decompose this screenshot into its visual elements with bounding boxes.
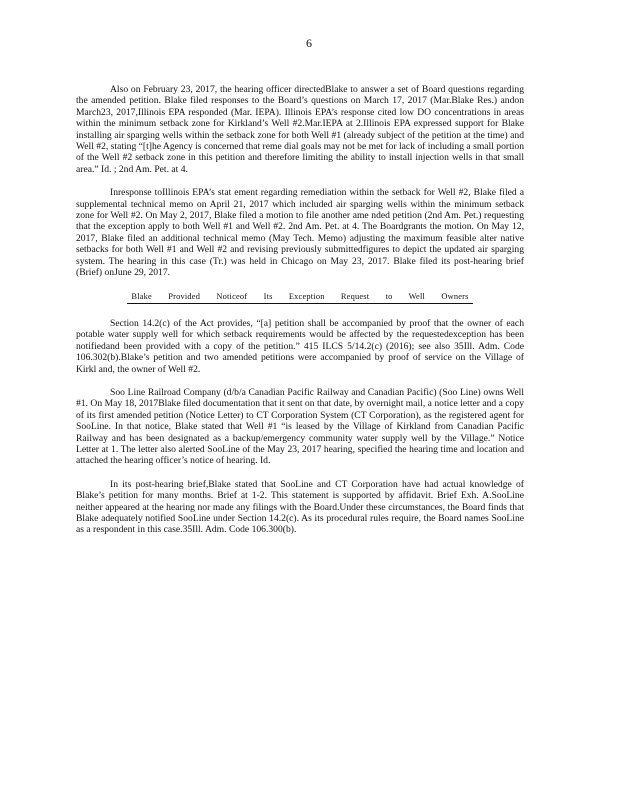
document-body bbox=[76, 84, 524, 548]
section-heading-text: Blake Provided Noticeof Its Exception Request to Well Owners bbox=[127, 291, 472, 304]
page-number: 6 bbox=[306, 36, 312, 50]
paragraph-supplemental-memo: Inresponse toIllinois EPA’s stat ement regarding remediation within the setback for Well #2, Blake filed a supplemental technical memo on April 21, 2017 which included air sparging wells within the minimum setback zone for Well #2. On May 2, 2017, Blake filed a motion to file another ame nded petition (2nd Am. Pet.) requesting that the exception apply to both Well #1 and Well #2. 2nd Am. Pet. at 4. The Boardgrants the motion. On May 12, 2017, Blake filed an additional technical memo (May Tech. Memo) adjusting the maximum feasible alter native setbacks for both Well #1 and Well #2 and revising previously submittedfigures to depict the updated air sparging system. The hearing in this case (Tr.) was held in Chicago on May 23, 2017. Blake filed its post-hearing brief (Brief) onJune 29, 2017. bbox=[76, 187, 524, 279]
paragraph-section-14-2c: Section 14.2(c) of the Act provides, “[a] petition shall be accompanied by proof that the owner of each potable water supply well for which setback requirements would be affected by the requestedexception has been notifiedand been provided with a copy of the petition.” 415 ILCS 5/14.2(c) (2016); see also 35Ill. Adm. Code 106.302(b).Blake’s petition and two amended petitions were accompanied by proof of service on the Village of Kirkl and, the owner of Well #2. bbox=[76, 317, 524, 375]
paragraph-soo-line: Soo Line Railroad Company (d/b/a Canadian Pacific Railway and Canadian Pacific) (Soo Line) owns Well #1. On May 18, 2017Blake filed documentation that it sent on that date, by overnight mail, a notice letter and a copy of its first amended petition (Notice Letter) to CT Corporation System (CT Corporation), as the registered agent for SooLine. In that notice, Blake stated that Well #1 “is leased by the Village of Kirkland from Canadian Pacific Railway and has been designated as a backup/emergency community water supply well by the Village.” Notice Letter at 1. The letter also alerted SooLine of the May 23, 2017 hearing, specified the hearing time and location and attached the hearing officer’s notice of hearing. Id. bbox=[76, 386, 524, 467]
paragraph-hearing-officer: Also on February 23, 2017, the hearing officer directedBlake to answer a set of Board questions regarding the amended petition. Blake filed responses to the Board’s questions on March 17, 2017 (Mar.Blake Res.) andon March23, 2017,Illinois EPA responded (Mar. IEPA). Illinois EPA’s response cited low DO concentrations in areas within the minimum setback zone for Kirkland’s Well #2.Mar.IEPA at 2.Illinois EPA expressed support for Blake installing air sparging wells within the setback zone for both Well #1 (already subject of the petition at the time) and Well #2, stating “[t]he Agency is concerned that reme dial goals may not be met for lack of including a small portion of the Well #2 setback zone in this petition and therefore limiting the ability to install injection wells in that small area.” Id. ; 2nd Am. Pet. at 4. bbox=[76, 84, 524, 175]
paragraph-post-hearing-brief: In its post-hearing brief,Blake stated that SooLine and CT Corporation have had actual knowledge of Blake’s petition for many months. Brief at 1-2. This statement is supported by affidavit. Brief Exh. A.SooLine neither appeared at the hearing nor made any filings with the Board.Under these circumstances, the Board finds that Blake adequately notified SooLine under Section 14.2(c). As its procedural rules require, the Board names SooLine as a respondent in this case.35Ill. Adm. Code 106.300(b). bbox=[76, 478, 524, 536]
section-heading bbox=[76, 291, 524, 304]
